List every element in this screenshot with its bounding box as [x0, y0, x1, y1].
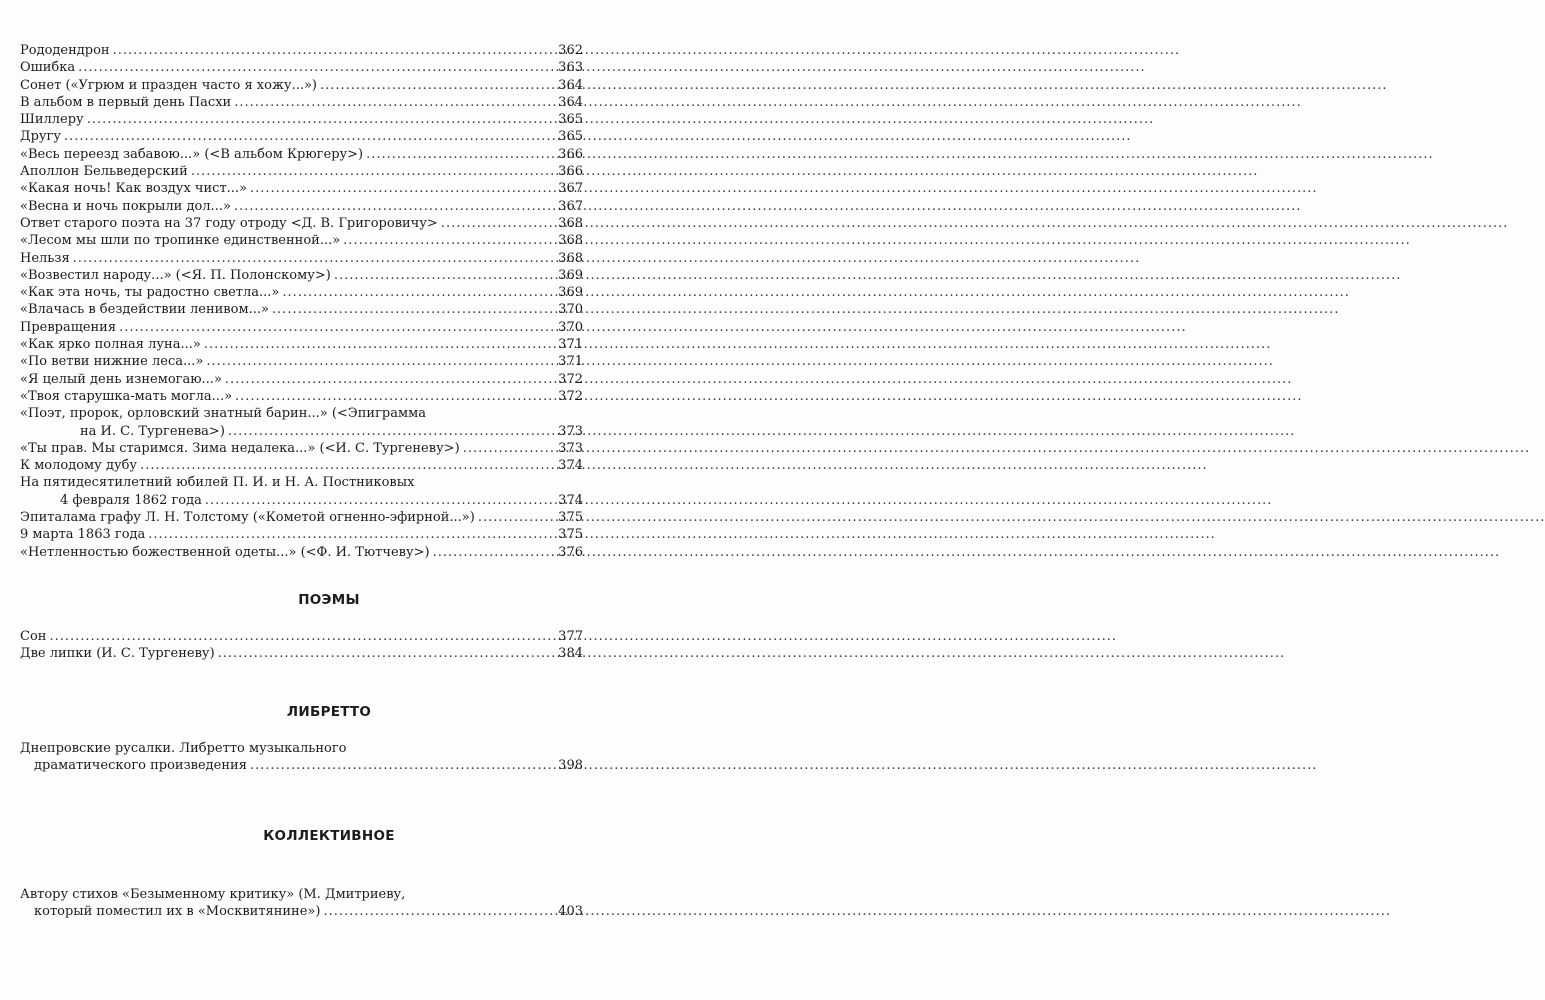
dot-leader — [320, 77, 554, 94]
toc-entry[interactable] — [20, 423, 583, 440]
toc-entry-line — [20, 474, 583, 491]
toc-entry[interactable] — [20, 336, 583, 353]
toc-entry[interactable] — [20, 301, 583, 318]
page-number: 368 — [558, 250, 583, 266]
dot-leader — [478, 509, 554, 526]
toc-entry-title: Две липки (И. С. Тургеневу) — [20, 646, 215, 662]
toc-entry-title: «Ты прав. Мы старимся. Зима недалека...» (<И. С. Тургеневу>) — [20, 440, 460, 456]
toc-entry[interactable] — [20, 903, 583, 920]
dot-leader — [272, 301, 554, 318]
toc-entry-title: «Поэт, пророк, орловский знатный барин...» (<Эпиграмма — [20, 406, 426, 422]
page-number: 403 — [558, 904, 583, 920]
toc-entry[interactable] — [20, 59, 583, 76]
toc-entry-title: «Как ярко полная луна...» — [20, 337, 201, 353]
toc-entry-title: Шиллеру — [20, 112, 84, 128]
page-number: 368 — [558, 233, 583, 249]
page-number: 366 — [558, 146, 583, 162]
dot-leader — [334, 267, 554, 284]
page-number: 362 — [558, 43, 583, 58]
toc-entry-title: на И. С. Тургенева>) — [80, 423, 225, 439]
toc-entry-title: «Весь переезд забавою...» (<В альбом Крюгеру>) — [20, 146, 364, 162]
toc-entry-title: драматического произведения — [34, 758, 247, 774]
toc-entry-title: Ошибка — [20, 60, 76, 76]
toc-entry[interactable] — [20, 371, 583, 388]
dot-leader — [206, 353, 554, 370]
toc-entry[interactable] — [20, 628, 583, 645]
dot-leader — [204, 336, 554, 353]
dot-leader — [463, 440, 554, 457]
toc-entry[interactable] — [20, 215, 583, 232]
dot-leader — [140, 457, 554, 474]
page-number: 365 — [558, 112, 583, 128]
toc-entry[interactable] — [20, 42, 583, 59]
toc-entry[interactable] — [20, 77, 583, 94]
page-number: 370 — [558, 319, 583, 335]
toc-entry-title: Днепровские русалки. Либретто музыкального — [20, 741, 347, 756]
dot-leader — [148, 526, 554, 543]
page-number: 364 — [558, 94, 583, 110]
toc-entry[interactable] — [20, 645, 583, 662]
toc-entry[interactable] — [20, 319, 583, 336]
page-number: 368 — [558, 215, 583, 231]
toc-entry-title: «Возвестил народу...» (<Я. П. Полонскому>) — [20, 267, 331, 283]
dot-leader — [250, 180, 554, 197]
toc-entry[interactable] — [20, 250, 583, 267]
toc-entry[interactable] — [20, 544, 583, 561]
dot-leader — [225, 371, 554, 388]
page-number: 370 — [558, 302, 583, 318]
section-heading-poems: ПОЭМЫ — [298, 592, 360, 608]
dot-leader — [218, 645, 554, 662]
toc-entry[interactable] — [20, 457, 583, 474]
toc-entry[interactable] — [20, 388, 583, 405]
toc-entry-line — [20, 886, 583, 903]
page-number: 375 — [558, 527, 583, 543]
toc-entry-title: Превращения — [20, 319, 117, 335]
dot-leader — [78, 59, 554, 76]
dot-leader — [234, 198, 554, 215]
page-number: 369 — [558, 285, 583, 301]
toc-list-poems — [20, 628, 583, 663]
dot-leader — [64, 128, 554, 145]
toc-entry-title: Ответ старого поэта на 37 году отроду <Д. В. Григоровичу> — [20, 215, 438, 231]
toc-entry-title: «Как эта ночь, ты радостно светла...» — [20, 285, 280, 301]
dot-leader — [113, 42, 554, 59]
page-number: 372 — [558, 388, 583, 404]
page-number: 373 — [558, 423, 583, 439]
toc-entry-title: К молодому дубу — [20, 458, 138, 474]
toc-entry-title: «По ветви нижние леса...» — [20, 354, 204, 370]
toc-entry-title: «Нетленностью божественной одеты...» (<Ф. И. Тютчеву>) — [20, 544, 430, 560]
dot-leader — [205, 492, 554, 509]
toc-entry-title: «Весна и ночь покрыли дол...» — [20, 198, 231, 214]
page-number: 376 — [558, 544, 583, 560]
toc-entry[interactable] — [20, 232, 583, 249]
dot-leader — [228, 423, 554, 440]
page-number: 369 — [558, 267, 583, 283]
toc-entry[interactable] — [20, 757, 583, 774]
toc-entry-title: В альбом в первый день Пасхи — [20, 94, 232, 110]
page-number: 365 — [558, 129, 583, 145]
toc-entry[interactable] — [20, 526, 583, 543]
toc-entry[interactable] — [20, 509, 583, 526]
section-heading-collective: КОЛЛЕКТИВНОЕ — [263, 828, 395, 844]
toc-entry-title: Эпиталама графу Л. Н. Толстому («Кометой огненно-эфирной...») — [20, 510, 475, 526]
toc-entry-title: 4 февраля 1862 года — [60, 492, 202, 508]
page-number: 367 — [558, 198, 583, 214]
toc-entry-title: 9 марта 1863 года — [20, 527, 146, 543]
toc-entry[interactable] — [20, 128, 583, 145]
toc-entry-line — [20, 405, 583, 422]
toc-entry-title: Сон — [20, 629, 47, 644]
toc-entry-title: Сонет («Угрюм и праздeн часто я хожу...») — [20, 77, 317, 93]
toc-entry[interactable] — [20, 146, 583, 163]
dot-leader — [235, 388, 554, 405]
toc-list-libretto — [20, 740, 583, 775]
dot-leader — [119, 319, 554, 336]
page-number: 363 — [558, 60, 583, 76]
section-heading-libretto: ЛИБРЕТТО — [286, 704, 372, 720]
page-number: 374 — [558, 492, 583, 508]
toc-entry[interactable] — [20, 267, 583, 284]
page-number: 377 — [558, 629, 583, 644]
toc-entry[interactable] — [20, 284, 583, 301]
toc-entry[interactable] — [20, 440, 583, 457]
toc-entry[interactable] — [20, 94, 583, 111]
dot-leader — [73, 250, 554, 267]
page-number: 364 — [558, 77, 583, 93]
dot-leader — [433, 544, 554, 561]
toc-entry-title: который поместил их в «Москвитянине») — [34, 904, 321, 920]
toc-entry-title: Автору стихов «Безыменному критику» (М. Дмитриеву, — [20, 887, 406, 902]
toc-entry[interactable] — [20, 180, 583, 197]
toc-page — [0, 0, 658, 1000]
page-number: 372 — [558, 371, 583, 387]
toc-entry[interactable] — [20, 111, 583, 128]
dot-leader — [191, 163, 554, 180]
page-number: 373 — [558, 440, 583, 456]
dot-leader — [366, 146, 554, 163]
toc-entry-title: Нельзя — [20, 250, 70, 266]
toc-entry[interactable] — [20, 492, 583, 509]
page-number: 374 — [558, 458, 583, 474]
page-number: 371 — [558, 337, 583, 353]
dot-leader — [282, 284, 554, 301]
page-number: 366 — [558, 164, 583, 180]
dot-leader — [87, 111, 554, 128]
page-number: 367 — [558, 181, 583, 197]
dot-leader — [441, 215, 554, 232]
dot-leader — [250, 757, 554, 774]
toc-entry[interactable] — [20, 353, 583, 370]
toc-entry-title: На пятидесятилетний юбилей П. И. и Н. А. Постниковых — [20, 475, 415, 491]
toc-list-collective — [20, 886, 583, 921]
toc-entry-title: «Лесом мы шли по тропинке единственной...» — [20, 233, 341, 249]
dot-leader — [49, 628, 554, 645]
toc-entry-title: Аполлон Бельведерский — [20, 164, 188, 180]
page-number: 375 — [558, 510, 583, 526]
toc-entry-title: Рододендрон — [20, 43, 110, 58]
page-number: 398 — [558, 758, 583, 774]
toc-entry[interactable] — [20, 163, 583, 180]
dot-leader — [234, 94, 554, 111]
toc-entry[interactable] — [20, 198, 583, 215]
toc-entry-title: «Твоя старушка-мать могла...» — [20, 388, 233, 404]
page-number: 371 — [558, 354, 583, 370]
toc-entry-title: «Влачась в бездействии ленивом...» — [20, 302, 269, 318]
toc-entry-title: Другу — [20, 129, 61, 145]
toc-entry-line — [20, 740, 583, 757]
page-number: 384 — [558, 646, 583, 662]
toc-list — [20, 42, 583, 561]
dot-leader — [323, 903, 554, 920]
toc-entry-title: «Я целый день изнемогаю...» — [20, 371, 222, 387]
dot-leader — [343, 232, 554, 249]
toc-entry-title: «Какая ночь! Как воздух чист...» — [20, 181, 247, 197]
